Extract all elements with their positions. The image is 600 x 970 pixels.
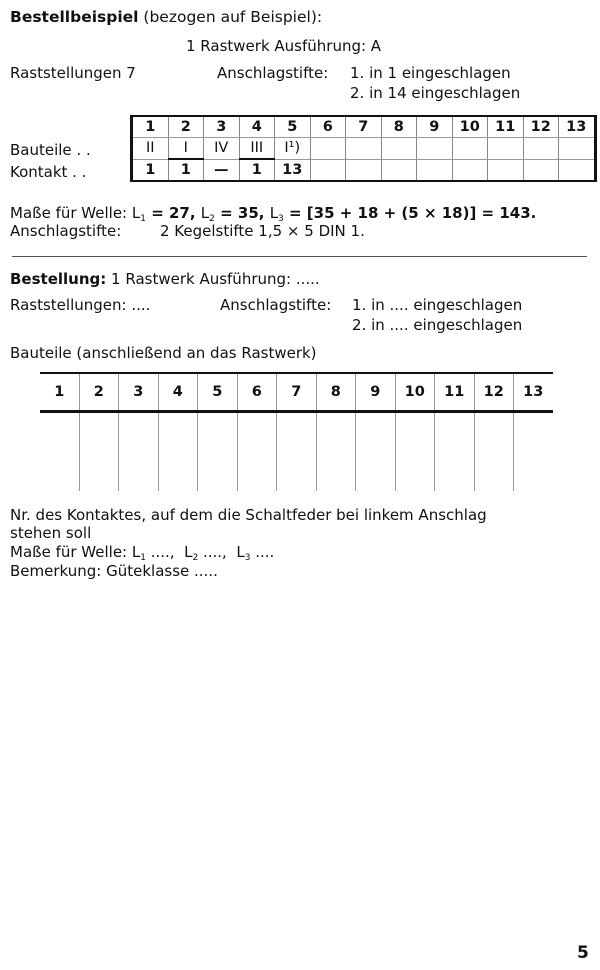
col-header: 5 <box>198 373 238 412</box>
example-table-header-row <box>132 116 596 138</box>
l2-sub: 2 <box>209 214 215 224</box>
col-header: 12 <box>474 373 514 412</box>
example-anschlagstifte-label: Anschlagstifte: <box>217 64 329 82</box>
example-anschlag-2: 2. in 14 eingeschlagen <box>350 84 521 102</box>
entry-cell[interactable] <box>79 412 119 492</box>
order-anschlag-1: 1. in .... eingeschlagen <box>352 296 523 314</box>
cell-kontakt: 1 <box>132 159 169 181</box>
cell-kontakt: 1 <box>239 159 275 181</box>
col-header: 1 <box>132 116 169 138</box>
l2-value: = 35, <box>214 204 270 222</box>
col-header: 13 <box>559 116 596 138</box>
cell-kontakt <box>452 159 488 181</box>
cell-kontakt <box>559 159 596 181</box>
cell-kontakt <box>523 159 559 181</box>
l3-label: L <box>269 204 279 222</box>
entry-cell[interactable] <box>237 412 277 492</box>
kontakt-note-line-2: stehen soll <box>10 524 92 542</box>
col-header: 10 <box>452 116 488 138</box>
masse-prefix: Maße für Welle: <box>10 543 132 561</box>
cell-bauteil <box>346 138 382 160</box>
l2-label: L <box>184 543 193 561</box>
example-stifte-label: Anschlagstifte: <box>10 222 122 240</box>
example-stifte-value: 2 Kegelstifte 1,5 × 5 DIN 1. <box>160 222 365 240</box>
entry-cell[interactable] <box>474 412 514 492</box>
row-label-bauteile: Bauteile . . <box>10 141 91 159</box>
order-anschlag-2: 2. in .... eingeschlagen <box>352 316 523 334</box>
cell-bauteil: IV <box>204 138 240 160</box>
entry-cell[interactable] <box>40 412 79 492</box>
entry-cell[interactable] <box>356 412 396 492</box>
masse-prefix: Maße für Welle: <box>10 204 132 222</box>
example-raststellungen: Raststellungen 7 <box>10 64 136 82</box>
l1-label: L <box>131 543 141 561</box>
col-header: 3 <box>204 116 240 138</box>
cell-bauteil <box>417 138 453 160</box>
col-header: 8 <box>381 116 417 138</box>
cell-kontakt <box>488 159 524 181</box>
l3-sub: 3 <box>278 214 284 224</box>
l2-label: L <box>200 204 210 222</box>
order-title-rest: 1 Rastwerk Ausführung: ..... <box>106 270 320 288</box>
order-anschlagstifte-label: Anschlagstifte: <box>220 296 332 314</box>
l1-blank: ...., <box>145 543 175 561</box>
cell-bauteil <box>523 138 559 160</box>
col-header: 3 <box>119 373 159 412</box>
col-header: 4 <box>239 116 275 138</box>
cell-kontakt: 13 <box>275 159 311 181</box>
cell-kontakt <box>417 159 453 181</box>
col-header: 1 <box>40 373 79 412</box>
kontakt-note-line-1: Nr. des Kontaktes, auf dem die Schaltfeder bei linkem Anschlag <box>10 506 487 524</box>
col-header: 2 <box>79 373 119 412</box>
section-divider <box>12 256 587 257</box>
cell-bauteil <box>381 138 417 160</box>
entry-cell[interactable] <box>198 412 238 492</box>
example-title-bold: Bestellbeispiel <box>10 8 139 26</box>
order-bauteile-heading: Bauteile (anschließend an das Rastwerk) <box>10 344 317 362</box>
l1-sub: 1 <box>140 553 146 563</box>
col-header: 6 <box>237 373 277 412</box>
order-title-bold: Bestellung: <box>10 270 107 288</box>
col-header: 12 <box>523 116 559 138</box>
l1-sub: 1 <box>140 214 146 224</box>
col-header: 7 <box>346 116 382 138</box>
order-table-header-row <box>40 373 553 412</box>
example-table-row-bauteile <box>132 138 596 160</box>
order-title <box>10 270 320 288</box>
col-header: 6 <box>310 116 346 138</box>
cell-kontakt: 1 <box>168 159 204 181</box>
entry-cell[interactable] <box>514 412 553 492</box>
row-label-kontakt: Kontakt . . <box>10 163 87 181</box>
example-table <box>130 115 597 182</box>
example-title-rest: (bezogen auf Beispiel): <box>138 8 323 26</box>
cell-bauteil: III <box>239 138 275 160</box>
l3-blank: .... <box>250 543 275 561</box>
cell-kontakt <box>381 159 417 181</box>
cell-bauteil <box>488 138 524 160</box>
l1-value: = 27, <box>145 204 201 222</box>
entry-cell[interactable] <box>277 412 317 492</box>
order-table-entry-row <box>40 412 553 492</box>
l3-value: = [35 + 18 + (5 × 18)] = 143. <box>283 204 537 222</box>
l2-sub: 2 <box>192 553 199 563</box>
order-table <box>40 372 553 491</box>
entry-cell[interactable] <box>158 412 198 492</box>
col-header: 8 <box>316 373 356 412</box>
col-header: 13 <box>514 373 553 412</box>
entry-cell[interactable] <box>316 412 356 492</box>
col-header: 10 <box>395 373 435 412</box>
example-masse-welle <box>10 204 536 224</box>
col-header: 7 <box>277 373 317 412</box>
col-header: 5 <box>275 116 311 138</box>
entry-cell[interactable] <box>119 412 159 492</box>
cell-bauteil: I <box>168 138 204 160</box>
entry-cell[interactable] <box>435 412 475 492</box>
cell-kontakt <box>346 159 382 181</box>
cell-kontakt <box>310 159 346 181</box>
example-unit-line: 1 Rastwerk Ausführung: A <box>186 37 382 55</box>
l2-blank: ...., <box>198 543 227 561</box>
col-header: 9 <box>356 373 396 412</box>
col-header: 11 <box>435 373 475 412</box>
l3-sub: 3 <box>244 553 251 563</box>
col-header: 11 <box>488 116 524 138</box>
order-bemerkung: Bemerkung: Güteklasse ..... <box>10 562 218 580</box>
cell-bauteil: II <box>132 138 169 160</box>
order-raststellungen: Raststellungen: .... <box>10 296 151 314</box>
l1-label: L <box>131 204 141 222</box>
entry-cell[interactable] <box>395 412 435 492</box>
col-header: 2 <box>168 116 204 138</box>
cell-bauteil <box>310 138 346 160</box>
cell-bauteil: I¹) <box>275 138 311 160</box>
col-header: 4 <box>158 373 198 412</box>
l3-label: L <box>236 543 245 561</box>
col-header: 9 <box>417 116 453 138</box>
cell-kontakt: — <box>204 159 240 181</box>
order-masse-welle <box>10 543 274 563</box>
example-title <box>10 8 322 26</box>
example-anschlag-1: 1. in 1 eingeschlagen <box>350 64 511 82</box>
example-table-row-kontakt <box>132 159 596 181</box>
page-number: 5 <box>577 943 589 963</box>
cell-bauteil <box>452 138 488 160</box>
cell-bauteil <box>559 138 596 160</box>
